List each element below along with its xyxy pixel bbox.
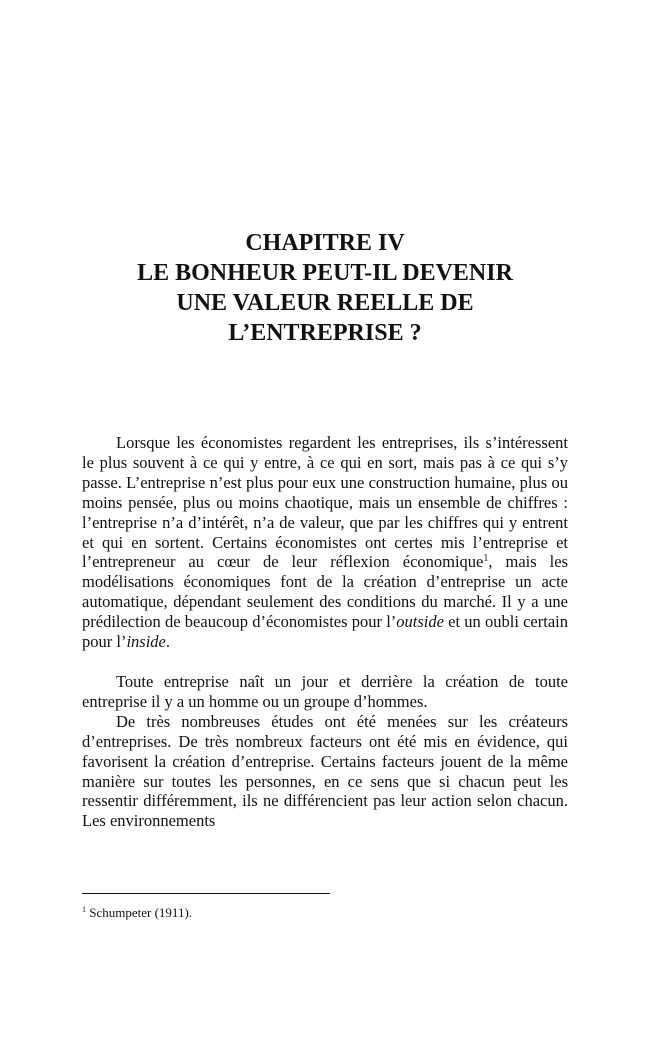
paragraph-text: , mais les modélisations économiques font de la création d’entreprise un acte automatique, dépendant seulement des conditions du marché. Il y a une prédilection de beaucoup d’économistes pour l’ [82,552,568,632]
footnote [82,905,192,921]
chapter-title-line: LE BONHEUR PEUT-IL DEVENIR [137,260,513,286]
paragraph-1 [82,433,568,652]
paragraph-text: . [165,632,170,652]
paragraph-text: Lorsque les économistes regardent les entreprises, ils s’intéressent le plus souvent à ce qui y entre, à ce qui en sort, mais pas à ce qui s’y passe. L’entreprise n’est plus pour eux une construction humaine, plus ou moins pensée, plus ou moins chaotique, mais un ensemble de chiffres : l’entreprise n’a d’intérêt, n’a de valeur, que par les chiffres qui y entrent et qui en sortent. Certains économistes ont certes mis l’entreprise et l’entrepreneur au cœur de leur réflexion économique [82,433,568,572]
paragraph-2: Toute entreprise naît un jour et derrière la création de toute entreprise il y a un homme ou un groupe d’hommes. [82,671,568,711]
italic-term-inside: inside [126,632,166,652]
chapter-heading [60,228,590,348]
footnote-divider [82,893,330,894]
italic-term-outside: outside [396,612,444,632]
paragraph-text: et un oubli certain pour l’ [82,612,568,652]
footnote-reference: 1 [483,553,489,565]
footnote-marker: 1 [82,905,86,914]
chapter-number: CHAPITRE IV [245,230,405,256]
chapter-title-line: UNE VALEUR REELLE DE [176,290,474,316]
footnote-text: Schumpeter (1911). [86,905,193,920]
body-text [82,433,568,831]
paragraph-3: De très nombreuses études ont été menées sur les créateurs d’entreprises. De très nombreux facteurs ont été mis en évidence, qui favorisent la création d’entreprise. Certains facteurs jouent de la même manière sur toutes les personnes, en ce sens que si chacun peut les ressentir différemment, ils ne différencient pas leur action selon chacun. Les environnements [82,711,568,831]
chapter-title-line: L’ENTREPRISE ? [228,320,422,346]
